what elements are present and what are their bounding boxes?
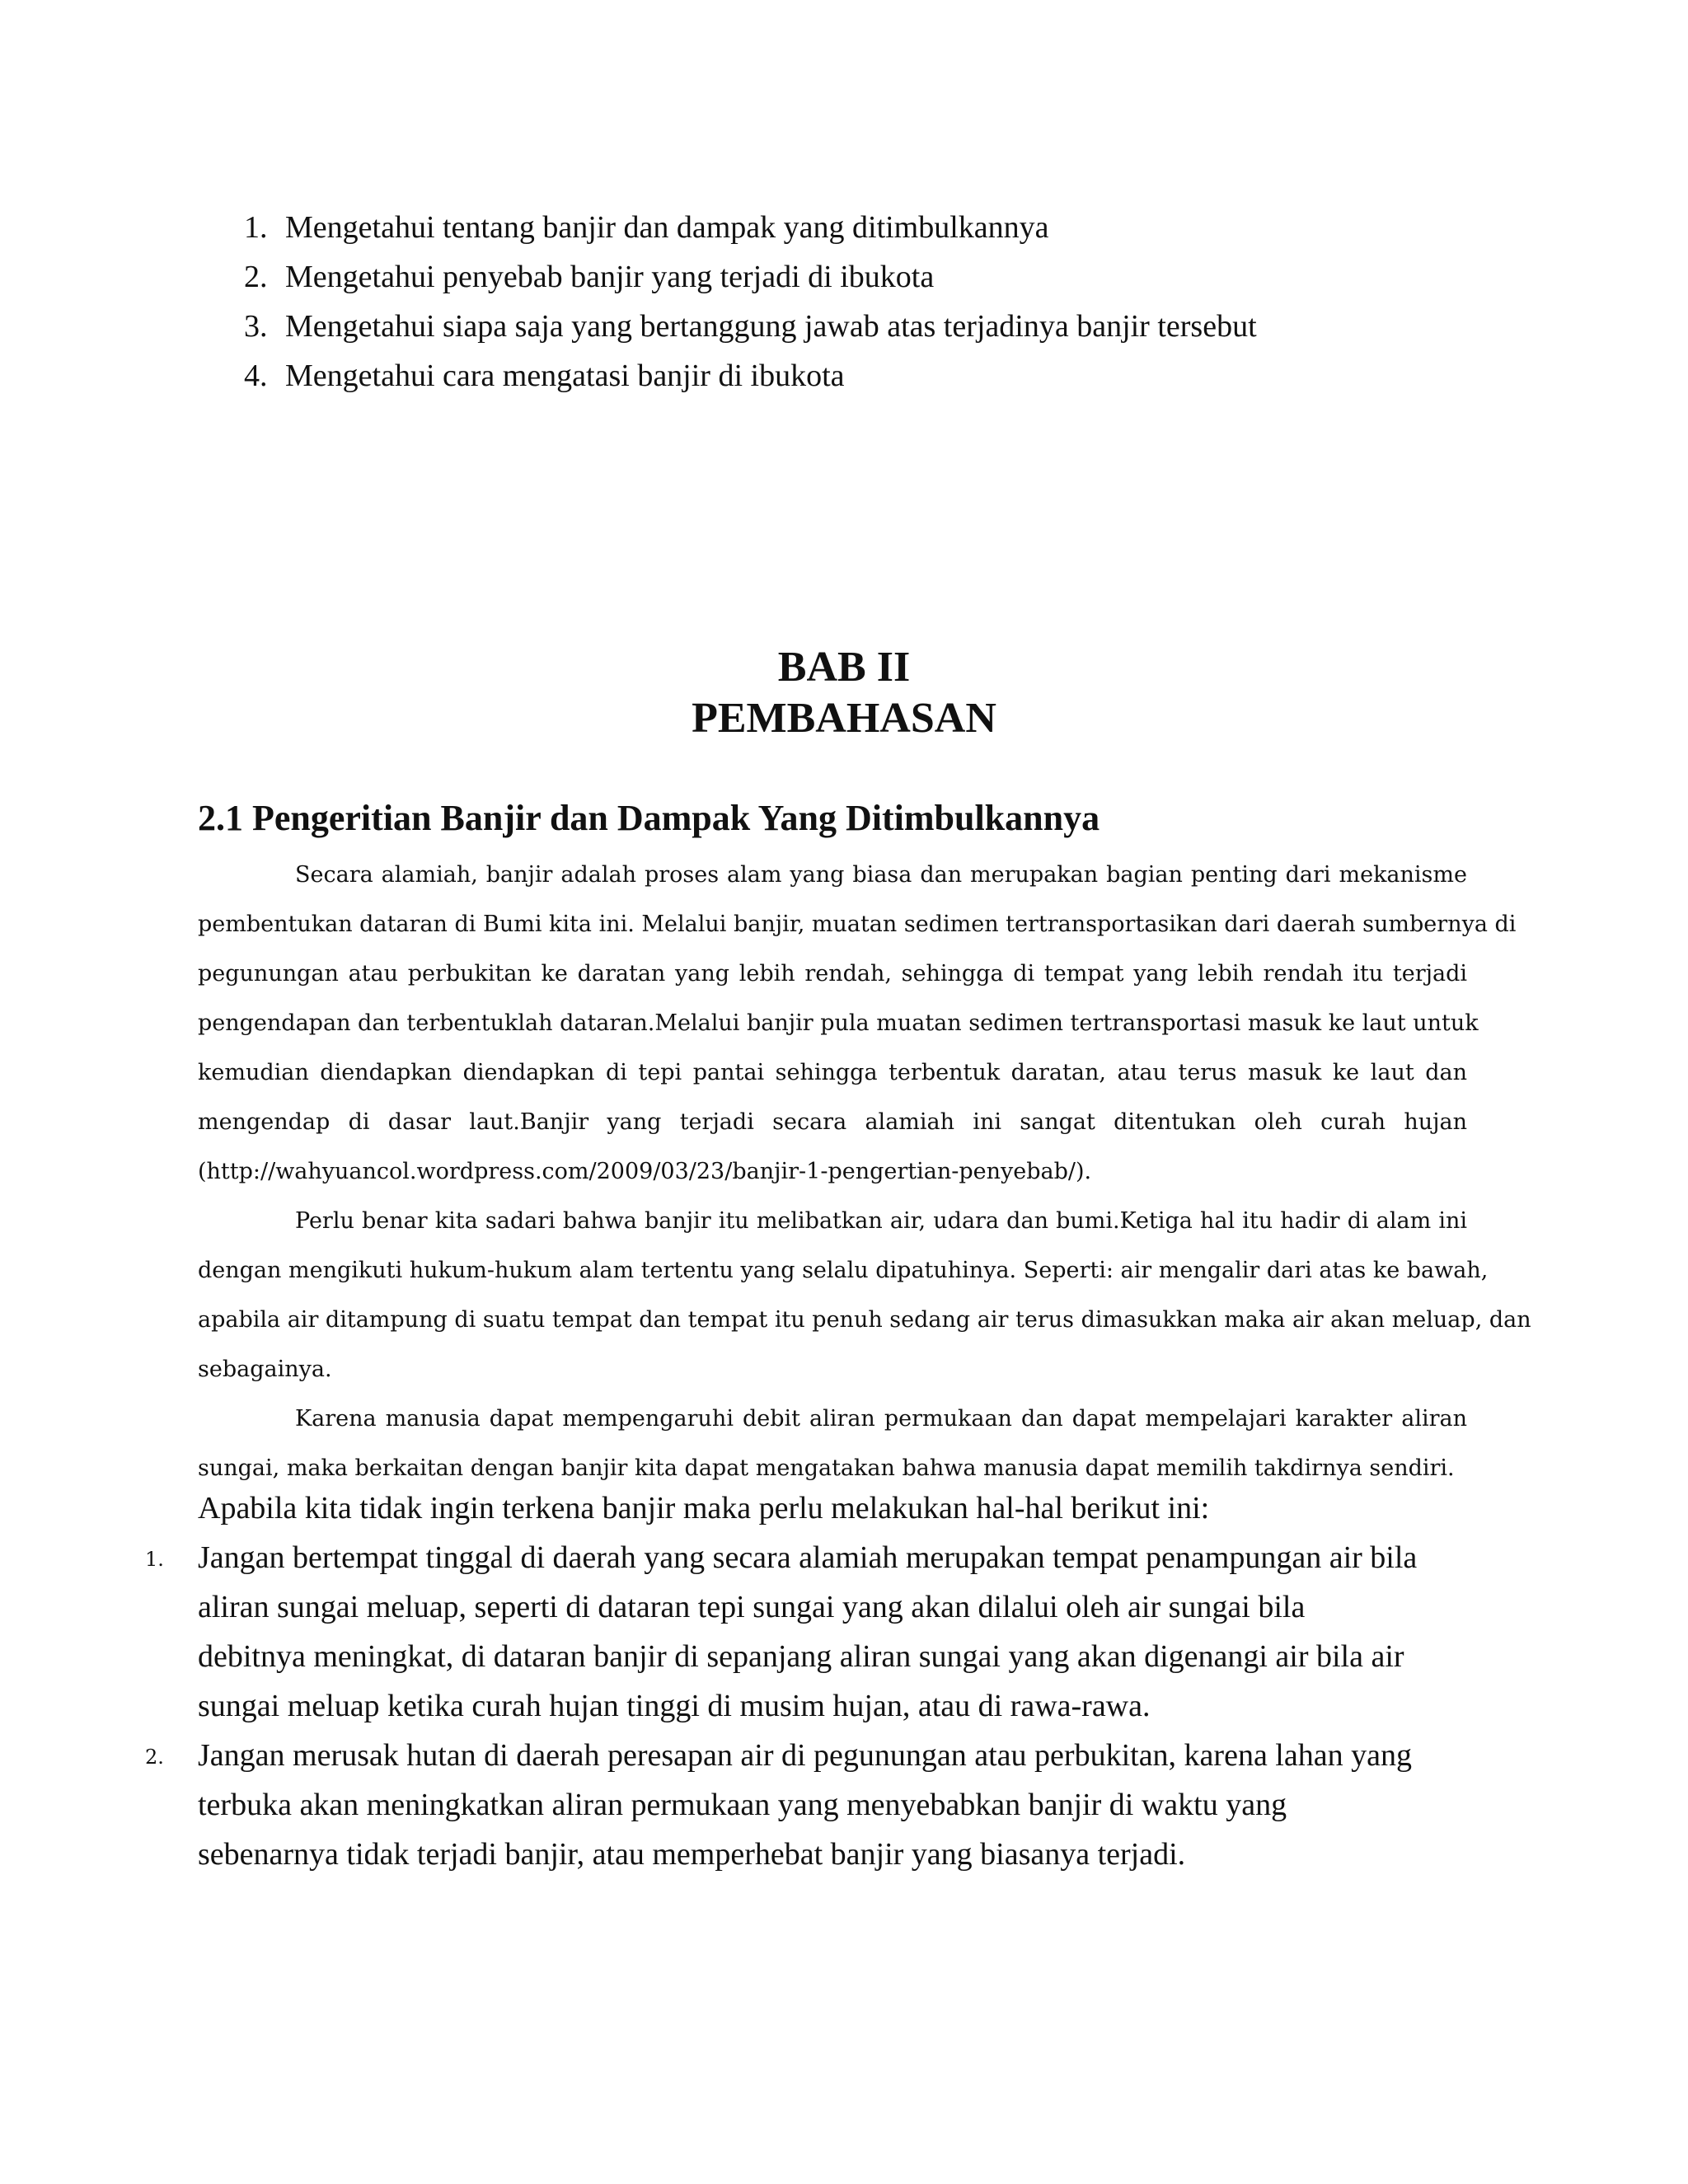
list-item bbox=[244, 302, 1480, 351]
list-line: Jangan merusak hutan di daerah peresapan air di pegunungan atau perbukitan, karena lahan yang bbox=[198, 1738, 1412, 1773]
list-number: 1. bbox=[244, 210, 268, 245]
paragraph bbox=[198, 851, 1517, 1197]
paragraph bbox=[198, 1394, 1467, 1493]
list-text: Mengetahui siapa saja yang bertanggung jawab atas terjadinya banjir tersebut bbox=[285, 309, 1257, 344]
chapter-title: PEMBAHASAN bbox=[692, 695, 996, 742]
paragraph-line: Secara alamiah, banjir adalah proses alam yang biasa dan merupakan bagian penting dari mekanisme bbox=[295, 862, 1467, 888]
objectives-list bbox=[244, 203, 1480, 401]
paragraph-line: dengan mengikuti hukum-hukum alam tertentu yang selalu dipatuhinya. Seperti: air mengalir dari atas ke bawah, bbox=[198, 1258, 1489, 1283]
list-number: 4. bbox=[244, 359, 268, 393]
list-text: Mengetahui penyebab banjir yang terjadi di ibukota bbox=[285, 260, 935, 294]
list-line: terbuka akan meningkatkan aliran permukaan yang menyebabkan banjir di waktu yang bbox=[198, 1788, 1287, 1822]
paragraph-line: (http://wahyuancol.wordpress.com/2009/03/23/banjir-1-pengertian-penyebab/). bbox=[198, 1159, 1092, 1184]
paragraph-line: mengendap di dasar laut.Banjir yang terjadi secara alamiah ini sangat ditentukan oleh curah hujan bbox=[198, 1109, 1467, 1135]
section-title: 2.1 Pengeritian Banjir dan Dampak Yang Ditimbulkannya bbox=[198, 798, 1100, 838]
paragraph-line: pegunungan atau perbukitan ke daratan yang lebih rendah, sehingga di tempat yang lebih rendah itu terjadi bbox=[198, 961, 1467, 987]
paragraph-line: sebagainya. bbox=[198, 1357, 332, 1382]
paragraph-line: Perlu benar kita sadari bahwa banjir itu melibatkan air, udara dan bumi.Ketiga hal itu hadir di alam ini bbox=[295, 1208, 1467, 1234]
list-item bbox=[244, 252, 1480, 302]
paragraph-line: Karena manusia dapat mempengaruhi debit aliran permukaan dan dapat mempelajari karakter aliran bbox=[295, 1406, 1467, 1432]
list-text: Mengetahui tentang banjir dan dampak yang ditimbulkannya bbox=[285, 210, 1049, 245]
list-item bbox=[244, 203, 1480, 252]
paragraph-line: pengendapan dan terbentuklah dataran.Melalui banjir pula muatan sedimen tertransportasi masuk ke laut untuk bbox=[198, 1010, 1479, 1036]
paragraph-line: kemudian diendapkan diendapkan di tepi pantai sehingga terbentuk daratan, atau terus masuk ke laut dan bbox=[198, 1060, 1467, 1085]
intro-text: Apabila kita tidak ingin terkena banjir maka perlu melakukan hal-hal berikut ini: bbox=[198, 1491, 1210, 1526]
list-text: Mengetahui cara mengatasi banjir di ibukota bbox=[285, 359, 845, 393]
list-number: 1. bbox=[145, 1548, 164, 1571]
chapter-label: BAB II bbox=[777, 644, 911, 691]
list-number: 2. bbox=[145, 1746, 164, 1769]
list-line: sungai meluap ketika curah hujan tinggi di musim hujan, atau di rawa-rawa. bbox=[198, 1689, 1151, 1723]
list-number: 3. bbox=[244, 309, 268, 344]
list-line: Jangan bertempat tinggal di daerah yang secara alamiah merupakan tempat penampungan air bila bbox=[198, 1540, 1418, 1575]
paragraph bbox=[198, 1197, 1531, 1394]
list-line: debitnya meningkat, di dataran banjir di sepanjang aliran sungai yang akan digenangi air bila air bbox=[198, 1639, 1404, 1674]
list-number: 2. bbox=[244, 260, 268, 294]
list-item bbox=[145, 1731, 1480, 1879]
list-line: aliran sungai meluap, seperti di dataran tepi sungai yang akan dilalui oleh air sungai bila bbox=[198, 1590, 1306, 1624]
list-line: sebenarnya tidak terjadi banjir, atau memperhebat banjir yang biasanya terjadi. bbox=[198, 1837, 1186, 1872]
list-item bbox=[145, 1533, 1480, 1731]
actions-list bbox=[145, 1533, 1480, 1879]
list-item bbox=[244, 351, 1480, 401]
paragraph-line: apabila air ditampung di suatu tempat dan tempat itu penuh sedang air terus dimasukkan maka air akan meluap, dan bbox=[198, 1307, 1531, 1333]
paragraph-line: sungai, maka berkaitan dengan banjir kita dapat mengatakan bahwa manusia dapat memilih takdirnya sendiri. bbox=[198, 1455, 1455, 1481]
paragraph-line: pembentukan dataran di Bumi kita ini. Melalui banjir, muatan sedimen tertransportasikan dari daerah sumbernya di bbox=[198, 912, 1517, 937]
